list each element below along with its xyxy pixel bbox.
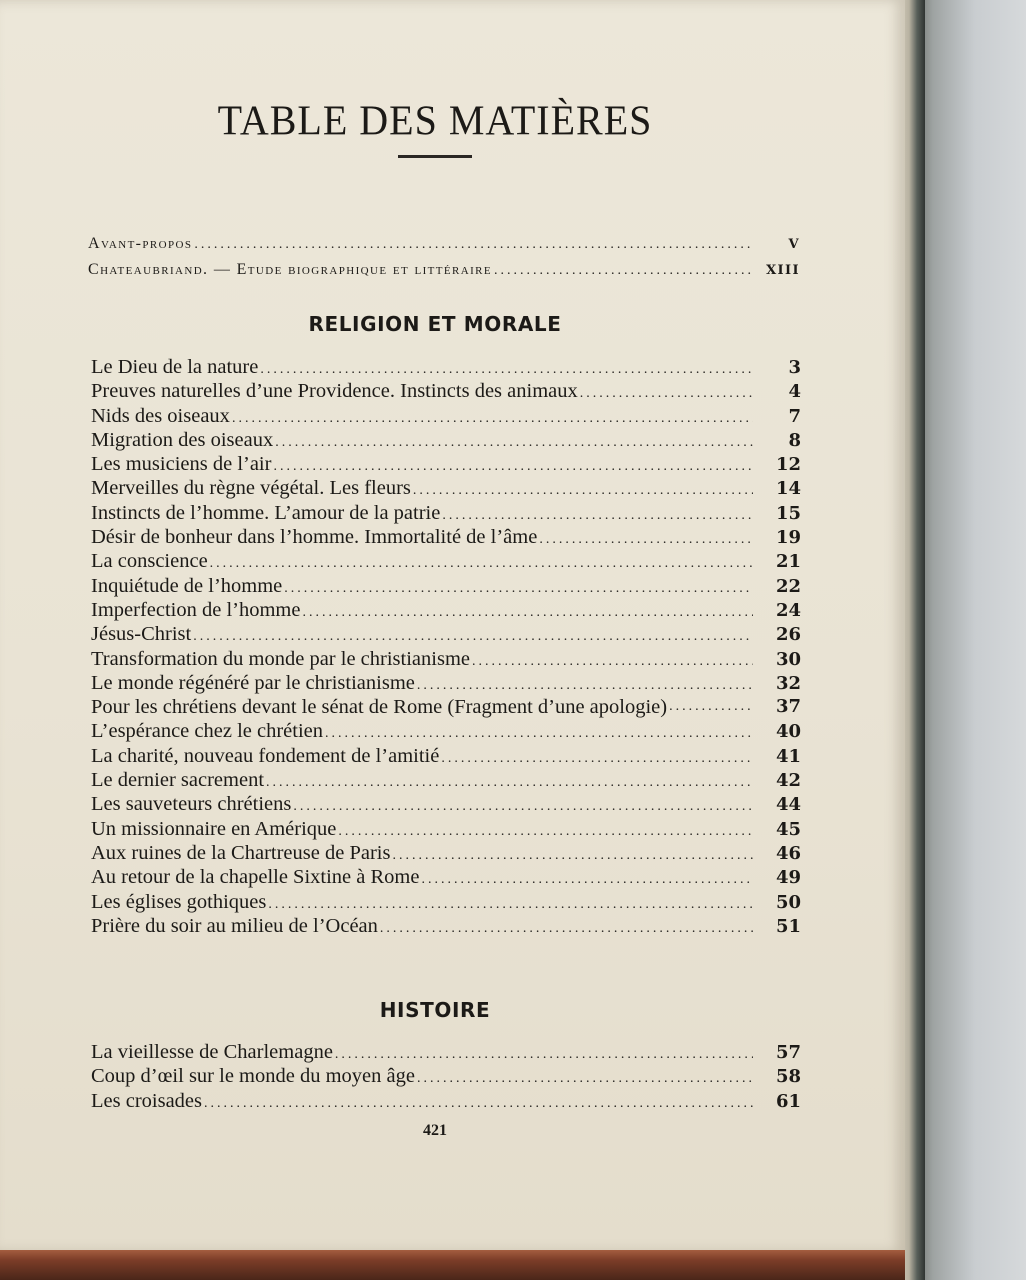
entry-page-number: 3 xyxy=(788,357,801,378)
leader-dots xyxy=(439,747,753,771)
page-title: TABLE DES MATIÈRES xyxy=(217,96,653,144)
toc-entry xyxy=(91,379,801,403)
toc-entry xyxy=(91,695,801,719)
entry-page-number: 37 xyxy=(775,696,801,718)
title-rule xyxy=(398,155,472,158)
entry-page-number: 30 xyxy=(775,648,801,670)
toc-entry xyxy=(91,647,801,671)
leader-dots xyxy=(378,917,753,941)
entry-page-number: 21 xyxy=(775,551,801,573)
entry-page-number: xiii xyxy=(766,258,800,279)
entry-page-number: 24 xyxy=(775,599,801,621)
book-binding xyxy=(0,1250,905,1280)
toc-entry xyxy=(91,549,801,573)
entry-page-number: 51 xyxy=(775,915,801,937)
entry-title: Les églises gothiques xyxy=(91,890,267,913)
toc-entry xyxy=(91,574,801,598)
entry-title: Prière du soir au milieu de l’Océan xyxy=(91,914,378,937)
entry-title: Migration des oiseaux xyxy=(91,428,274,451)
page-number: 421 xyxy=(423,1122,447,1139)
entry-page-number: 41 xyxy=(775,745,801,767)
leader-dots xyxy=(415,1067,753,1091)
leader-dots xyxy=(192,237,752,253)
toc-entry xyxy=(91,622,801,646)
leader-dots xyxy=(264,771,753,795)
entry-page-number: 49 xyxy=(775,867,801,889)
toc-front-entry xyxy=(88,232,800,253)
toc-entry xyxy=(91,744,801,768)
entry-page-number: 58 xyxy=(775,1066,801,1088)
toc-entry xyxy=(91,817,801,841)
leader-dots xyxy=(282,577,753,601)
leader-dots xyxy=(470,650,753,674)
entry-title: L’espérance chez le chrétien xyxy=(91,720,323,743)
entry-title: Preuves naturelles d’une Providence. Instincts des animaux xyxy=(91,380,578,403)
toc-entry xyxy=(91,452,801,476)
leader-dots xyxy=(230,407,753,431)
toc-entry xyxy=(91,501,801,525)
entry-title: Imperfection de l’homme xyxy=(91,598,301,621)
toc-entry xyxy=(91,865,801,889)
entry-title: Le dernier sacrement xyxy=(91,769,265,792)
toc-entry xyxy=(91,404,801,428)
entry-page-number: 46 xyxy=(775,842,801,864)
toc-entry xyxy=(91,1089,801,1113)
entry-page-number: 12 xyxy=(775,454,801,476)
leader-dots xyxy=(578,382,753,406)
entry-title: Pour les chrétiens devant le sénat de Rome (Fragment d’une apologie) xyxy=(91,696,668,719)
leader-dots xyxy=(300,601,753,625)
entry-title: Avant-propos xyxy=(88,235,193,252)
toc-entry xyxy=(91,719,801,743)
entry-page-number: 15 xyxy=(775,502,801,524)
entry-page-number: v xyxy=(788,232,800,253)
entry-title: Nids des oiseaux xyxy=(91,404,230,427)
entry-page-number: 4 xyxy=(788,381,801,403)
section-heading: RELIGION ET MORALE xyxy=(308,312,562,336)
toc-entry xyxy=(91,1064,801,1088)
toc-entry xyxy=(91,598,801,622)
entry-title: Au retour de la chapelle Sixtine à Rome xyxy=(91,866,420,889)
leader-dots xyxy=(291,795,753,819)
entry-title: Les croisades xyxy=(91,1089,202,1112)
leader-dots xyxy=(537,528,753,552)
entry-title: Le monde régénéré par le christianisme xyxy=(91,671,415,694)
entry-title: Désir de bonheur dans l’homme. Immortalité de l’âme xyxy=(91,526,538,549)
entry-title: Instincts de l’homme. L’amour de la patrie xyxy=(91,501,441,524)
entry-page-number: 19 xyxy=(775,527,801,549)
section-heading: HISTOIRE xyxy=(379,998,491,1022)
entry-title: Transformation du monde par le christianisme xyxy=(91,647,470,670)
entry-page-number: 45 xyxy=(775,818,801,840)
leader-dots xyxy=(336,820,753,844)
toc-entry xyxy=(91,671,801,695)
leader-dots xyxy=(202,1092,753,1116)
leader-dots xyxy=(208,552,753,576)
entry-page-number: 44 xyxy=(775,794,801,816)
entry-page-number: 8 xyxy=(788,429,801,451)
toc-entry xyxy=(91,890,801,914)
entry-title: Inquiétude de l’homme xyxy=(91,574,283,597)
section-entries-religion xyxy=(91,355,801,938)
entry-title: Les sauveteurs chrétiens xyxy=(91,793,292,816)
entry-page-number: 26 xyxy=(775,624,801,646)
entry-page-number: 57 xyxy=(775,1042,801,1063)
leader-dots xyxy=(390,844,753,868)
toc-entry xyxy=(91,428,801,452)
toc-entry xyxy=(91,768,801,792)
entry-title: Le Dieu de la nature xyxy=(91,356,259,378)
entry-page-number: 7 xyxy=(788,405,801,427)
toc-entry xyxy=(91,792,801,816)
entry-title: La charité, nouveau fondement de l’amitié xyxy=(91,744,440,767)
entry-title: La vieillesse de Charlemagne xyxy=(91,1041,333,1063)
toc-front-entry xyxy=(88,258,800,279)
toc-entry xyxy=(91,841,801,865)
leader-dots xyxy=(492,263,752,279)
toc-entry xyxy=(91,914,801,938)
entry-page-number: 22 xyxy=(775,575,801,597)
section-entries-histoire xyxy=(91,1040,801,1113)
entry-title: Chateaubriand. — Etude biographique et littéraire xyxy=(88,261,493,278)
toc-entry xyxy=(91,476,801,500)
toc-entry xyxy=(91,355,801,379)
entry-title: Un missionnaire en Amérique xyxy=(91,817,337,840)
entry-page-number: 14 xyxy=(775,478,801,500)
entry-title: Aux ruines de la Chartreuse de Paris xyxy=(91,841,391,864)
entry-title: Jésus-Christ xyxy=(91,623,192,646)
entry-page-number: 61 xyxy=(775,1090,801,1112)
leader-dots xyxy=(667,695,753,719)
entry-title: Coup d’œil sur le monde du moyen âge xyxy=(91,1065,415,1088)
entry-title: La conscience xyxy=(91,550,208,573)
toc-entry xyxy=(91,525,801,549)
leader-dots xyxy=(411,479,753,503)
leader-dots xyxy=(273,431,753,455)
entry-title: Merveilles du règne végétal. Les fleurs xyxy=(91,477,411,500)
entry-page-number: 42 xyxy=(775,770,801,792)
leader-dots xyxy=(419,868,753,892)
entry-page-number: 50 xyxy=(775,891,801,913)
entry-title: Les musiciens de l’air xyxy=(91,453,272,476)
table-surface xyxy=(915,0,1026,1280)
entry-page-number: 40 xyxy=(775,721,801,743)
entry-page-number: 32 xyxy=(775,672,801,694)
toc-entry xyxy=(91,1040,801,1064)
